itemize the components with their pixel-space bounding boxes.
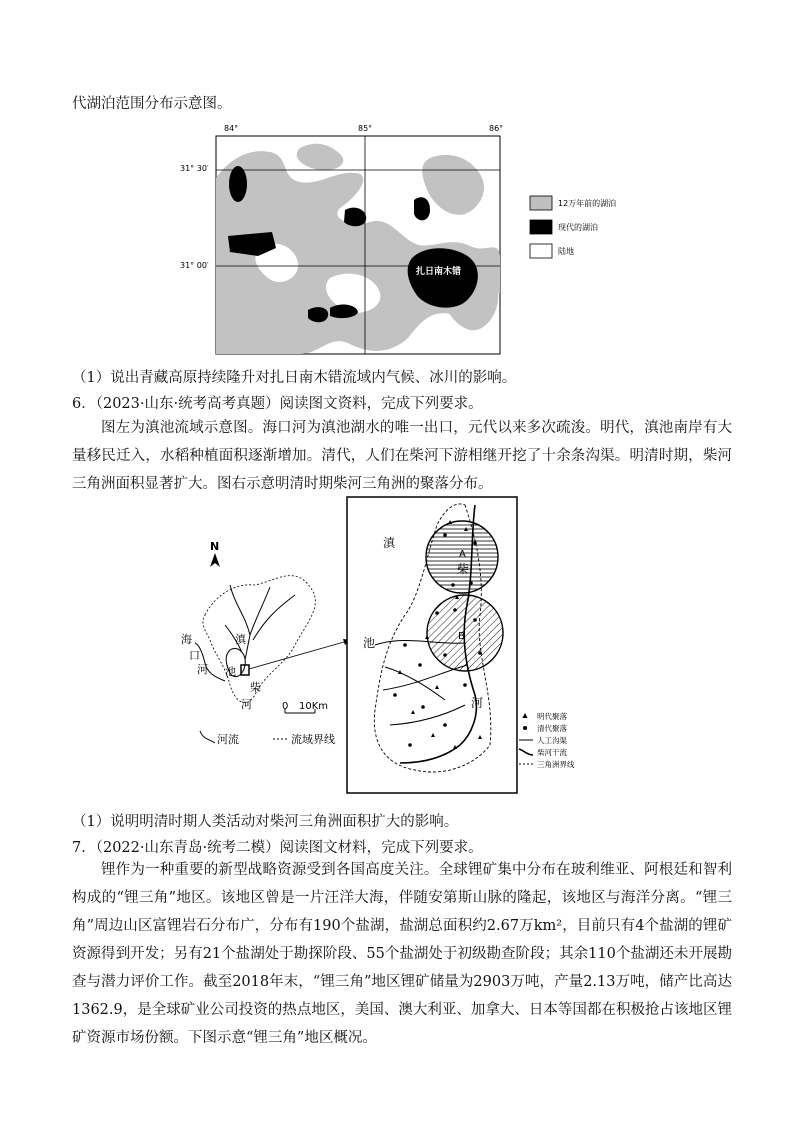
label-B: B <box>458 631 465 642</box>
label-hai: 海 <box>181 633 192 646</box>
label-chai-left: 柴 <box>250 681 261 694</box>
inset-arrow <box>249 640 351 669</box>
label-chi-right: 池 <box>363 636 376 650</box>
label-chai-right: 柴 <box>457 562 470 576</box>
lon-label-84: 84° <box>224 124 239 133</box>
intro-line: 代湖泊范围分布示意图。 <box>72 96 232 112</box>
modern-lake-4 <box>414 197 430 220</box>
chaihe-delta-inset <box>347 497 517 793</box>
modern-lake-5 <box>308 307 328 322</box>
q7-header: 7．（2022·山东青岛·统考二模）阅读图文材料，完成下列要求。 <box>72 840 483 856</box>
legend-river-label: 河流 <box>217 733 239 746</box>
legend-modern-label: 现代的湖泊 <box>558 223 598 232</box>
map2-legend <box>519 711 575 769</box>
legend-land-swatch <box>530 244 552 258</box>
north-arrow-icon <box>210 553 220 567</box>
lon-label-86: 86° <box>489 124 504 133</box>
label-chi-left: 池 <box>225 665 236 678</box>
legend-ancient-swatch <box>530 196 552 210</box>
legend-delta-boundary: 三角洲界线 <box>537 760 575 769</box>
lake-name-label: 扎日南木错 <box>416 267 462 277</box>
qing-settlement-icon <box>523 726 527 730</box>
q5-sub1: （1）说出青藏高原持续隆升对扎日南木错流域内气候、冰川的影响。 <box>72 370 517 386</box>
label-A: A <box>459 549 466 560</box>
q6-sub1: （1）说明明清时期人类活动对柴河三角洲面积扩大的影响。 <box>72 814 459 830</box>
legend-boundary-label: 流域界线 <box>291 733 335 746</box>
dianchi-map <box>175 495 600 795</box>
map1-frame <box>216 136 500 354</box>
lat-label-3100: 31° 00′ <box>180 261 209 270</box>
legend-ming: 明代聚落 <box>537 712 567 721</box>
q7-paragraph: 锂作为一种重要的新型战略资源受到各国高度关注。全球锂矿集中分布在玻利维亚、阿根廷和智利构成的“锂三角”地区。该地区曾是一片汪洋大海，伴随安第斯山脉的隆起，该地区与海洋分离。“锂三角”周边山区富锂岩石分布广，分布有190个盐湖，盐湖总面积约2.67万km²，目前只有4个盐湖的锂矿资源得到开发；另有21个盐湖处于勘探阶段、55个盐湖处于初级勘查阶段；其余110个盐湖还未开展勘查与潜力评价工作。截至2018年末，“锂三角”地区锂矿储量为2903万吨，产量2.13万吨，储产比高达1362.9，是全球矿业公司投资的热点地区，美国、澳大利亚、加拿大、日本等国都在积极抢占该地区锂矿资源市场份额。下图示意“锂三角”地区概况。 <box>72 862 732 1046</box>
lat-label-3130: 31° 30′ <box>180 164 209 173</box>
label-he-right: 河 <box>471 696 484 710</box>
label-dian-right: 滇 <box>383 536 396 550</box>
label-he: 河 <box>197 663 208 676</box>
lake-distribution-map <box>180 118 620 358</box>
legend-channel: 人工沟渠 <box>537 736 567 745</box>
legend-land-label: 陆地 <box>558 247 574 256</box>
dianchi-basin-left <box>181 540 351 746</box>
scale-dist: 10Km <box>299 701 329 712</box>
legend-qing: 清代聚落 <box>537 724 567 733</box>
legend-mainstream: 柴河干流 <box>537 748 567 757</box>
label-dian-left: 滇 <box>235 633 246 646</box>
label-he2-left: 河 <box>241 698 252 711</box>
label-kou: 口 <box>189 649 200 662</box>
ming-settlement-icon <box>523 713 528 718</box>
q6-header: 6．（2023·山东·统考高考真题）阅读图文资料，完成下列要求。 <box>72 396 483 412</box>
lon-label-85: 85° <box>358 124 373 133</box>
river-legend-icon <box>200 731 215 743</box>
legend-modern-swatch <box>530 220 552 234</box>
scale-zero: 0 <box>282 701 289 712</box>
q6-paragraph: 图左为滇池流域示意图。海口河为滇池湖水的唯一出口，元代以来多次疏浚。明代，滇池南岸有大量移民迁入，水稻种植面积逐渐增加。清代，人们在柴河下游相继开挖了十余条沟渠。明清时期，柴河三角洲面积显著扩大。图右示意明清时期柴河三角洲的聚落分布。 <box>72 420 732 492</box>
mainstream-icon <box>519 749 533 755</box>
north-label: N <box>210 540 220 553</box>
legend-ancient-label: 12万年前的湖泊 <box>558 199 617 208</box>
modern-lake-1 <box>229 166 247 202</box>
